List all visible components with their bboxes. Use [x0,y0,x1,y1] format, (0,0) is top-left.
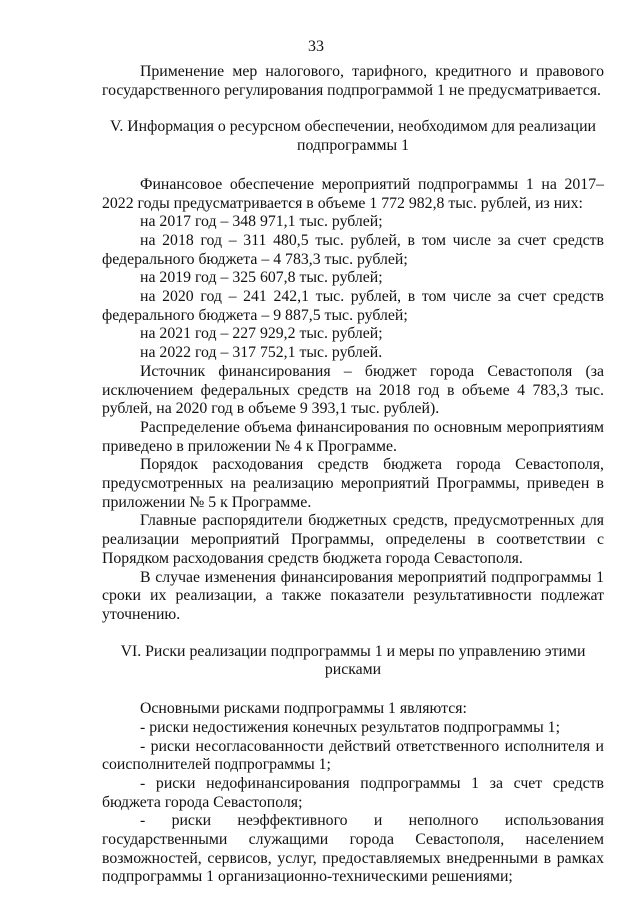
risk-item-3: - риски недофинансирования подпрограммы 1 за счет средств бюджета города Севастополя; [102,774,604,811]
risk-item-1: - риски недостижения конечных результатов подпрограммы 1; [140,718,560,736]
funding-2019-line: на 2019 год – 325 607,8 тыс. рублей; [140,269,383,287]
funding-changes-paragraph: В случае изменения финансирования мероприятий подпрограммы 1 сроки их реализации, а также показатели результативности подлежат уточнению. [102,568,604,623]
distribution-paragraph: Распределение объема финансирования по основным мероприятиям приведено в приложении № 4 к Программе. [102,418,604,455]
funding-2021-line: на 2021 год – 227 929,2 тыс. рублей; [140,325,383,343]
intro-paragraph: Применение мер налогового, тарифного, кредитного и правового государственного регулирования подпрограммой 1 не предусматривается. [102,63,604,99]
budget-managers-paragraph: Главные распорядители бюджетных средств, предусмотренных для реализации мероприятий Программы, определены в соответствии с Порядком расходования средств бюджета города Севастополя. [102,512,604,567]
document-body [102,63,604,887]
funding-2017-line: на 2017 год – 348 971,1 тыс. рублей; [140,213,383,231]
funding-source-paragraph: Источник финансирования – бюджет города Севастополя (за исключением федеральных средств на 2018 год в объеме 4 783,3 тыс. рублей, на 2020 год в объеме 9 393,1 тыс. рублей). [102,362,604,418]
funding-2022-line: на 2022 год – 317 752,1 тыс. рублей. [140,344,383,362]
risk-item-2: - риски несогласованности действий ответственного исполнителя и соисполнителей подпрограммы 1; [102,737,604,774]
risk-item-4: - риски неэффективного и неполного использования государственными служащими города Севастополя, населением возможностей, сервисов, услуг, предоставляемых внедренными в рамках подпрограммы 1 организационно-техническими решениями; [102,812,604,886]
funding-2018-paragraph: на 2018 год – 311 480,5 тыс. рублей, в том числе за счет средств федерального бюджета – 4 783,3 тыс. рублей; [102,231,604,268]
risks-lead-paragraph: Основными рисками подпрограммы 1 являются: [140,700,467,718]
funding-lead-paragraph: Финансовое обеспечение мероприятий подпрограммы 1 на 2017–2022 годы предусматривается в объеме 1 772 982,8 тыс. рублей, из них: [102,175,604,212]
section-6-heading: VI. Риски реализации подпрограммы 1 и меры по управлению этими рисками [120,642,586,679]
section-5-heading: V. Информация о ресурсном обеспечении, необходимом для реализации подпрограммы 1 [109,118,597,155]
procedure-paragraph: Порядок расходования средств бюджета города Севастополя, предусмотренных на реализацию мероприятий Программы, приведен в приложении № 5 к Программе. [102,456,604,511]
page-number: 33 [308,38,324,55]
funding-2020-paragraph: на 2020 год – 241 242,1 тыс. рублей, в том числе за счет средств федерального бюджета – 9 887,5 тыс. рублей; [102,288,604,324]
